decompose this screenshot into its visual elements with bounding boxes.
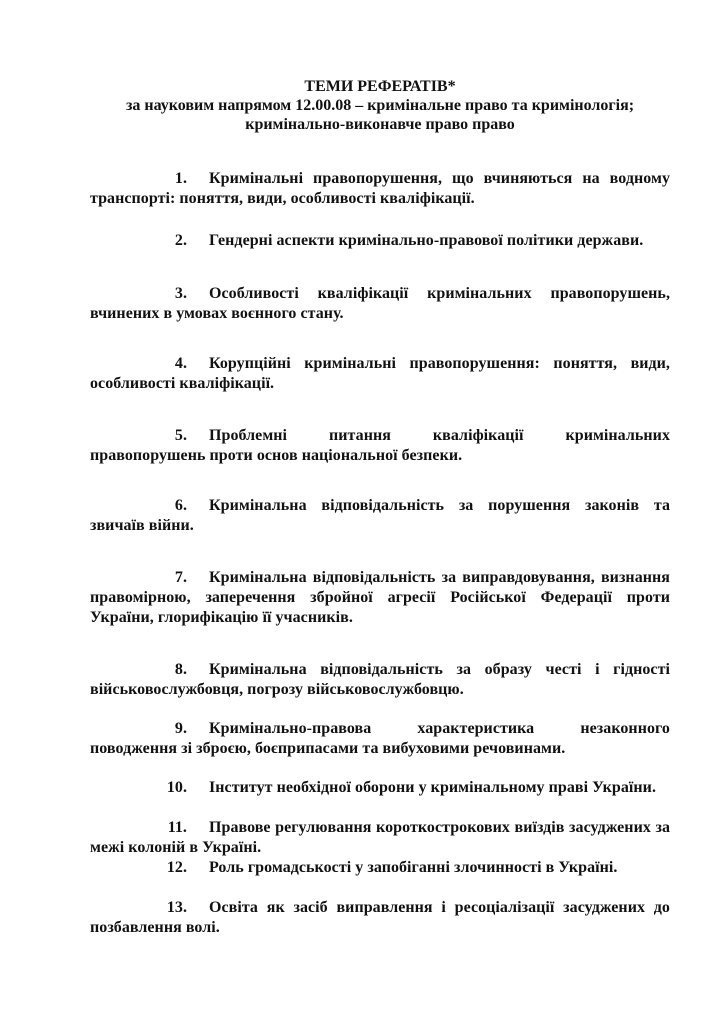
topic-number: 9. [174, 720, 187, 737]
topic-text: Кримінальна відповідальність за виправдовування, визнання правомірною, заперечення збройної агресії Російської Федерації проти України, глорифікацію її учасників. [90, 569, 670, 626]
topic-number: 2. [174, 232, 187, 249]
topic-item-11 [90, 818, 670, 858]
topic-item-5 [90, 426, 670, 466]
document-subtitle-line1: за науковим напрямом 12.00.08 – кримінальне право та кримінологія; [125, 97, 635, 114]
topic-item-7 [90, 568, 670, 628]
topic-text: Кримінальна відповідальність за порушення законів та звичаїв війни. [90, 497, 670, 534]
topic-text: Корупційні кримінальні правопорушення: поняття, види, особливості кваліфікації. [90, 355, 670, 392]
topic-text: Кримінальні правопорушення, що вчиняються на водному транспорті: поняття, види, особливості кваліфікації. [90, 170, 670, 207]
topic-text: Гендерні аспекти кримінально-правової політики держави. [209, 232, 644, 249]
document-header [90, 77, 670, 134]
topic-number: 1. [174, 170, 187, 187]
topic-item-13 [90, 898, 670, 938]
topic-text: Кримінальна відповідальність за образу честі і гідності військовослужбовця, погрозу військовослужбовцю. [90, 661, 670, 698]
topic-text: Освіта як засіб виправлення і ресоціалізації засуджених до позбавлення волі. [90, 899, 670, 936]
topic-text: Роль громадськості у запобіганні злочинності в Україні. [209, 859, 618, 876]
topic-number: 3. [174, 285, 187, 302]
topic-item-4 [90, 354, 670, 394]
topic-text: Інститут необхідної оборони у кримінальному праві України. [209, 779, 656, 796]
topic-number: 7. [174, 569, 187, 586]
topic-item-2 [90, 231, 670, 251]
topic-number: 6. [174, 497, 187, 514]
topic-text: Проблемні питання кваліфікації кримінальних правопорушень проти основ національної безпеки. [90, 427, 670, 464]
topic-number: 8. [174, 661, 187, 678]
topic-number: 10. [166, 779, 187, 796]
topic-item-3 [90, 284, 670, 324]
topic-number: 4. [174, 355, 187, 372]
topic-item-8 [90, 660, 670, 700]
topic-text: Особливості кваліфікації кримінальних правопорушень, вчинених в умовах воєнного стану. [90, 285, 670, 322]
topic-number: 11. [167, 819, 187, 836]
topic-text: Кримінально-правова характеристика незаконного поводження зі зброєю, боєприпасами та вибуховими речовинами. [90, 720, 670, 757]
topic-number: 5. [174, 427, 187, 444]
topic-item-9 [90, 719, 670, 759]
document-title: ТЕМИ РЕФЕРАТІВ* [304, 78, 456, 95]
topic-item-1 [90, 169, 670, 209]
topic-item-10 [90, 778, 670, 798]
document-subtitle-line2: кримінально-виконавче право право [245, 116, 515, 133]
topic-item-12 [90, 858, 670, 878]
topic-number: 12. [166, 859, 187, 876]
topic-item-6 [90, 496, 670, 536]
topic-number: 13. [166, 899, 187, 916]
topic-text: Правове регулювання короткострокових виїздів засуджених за межі колоній в Україні. [90, 819, 670, 856]
